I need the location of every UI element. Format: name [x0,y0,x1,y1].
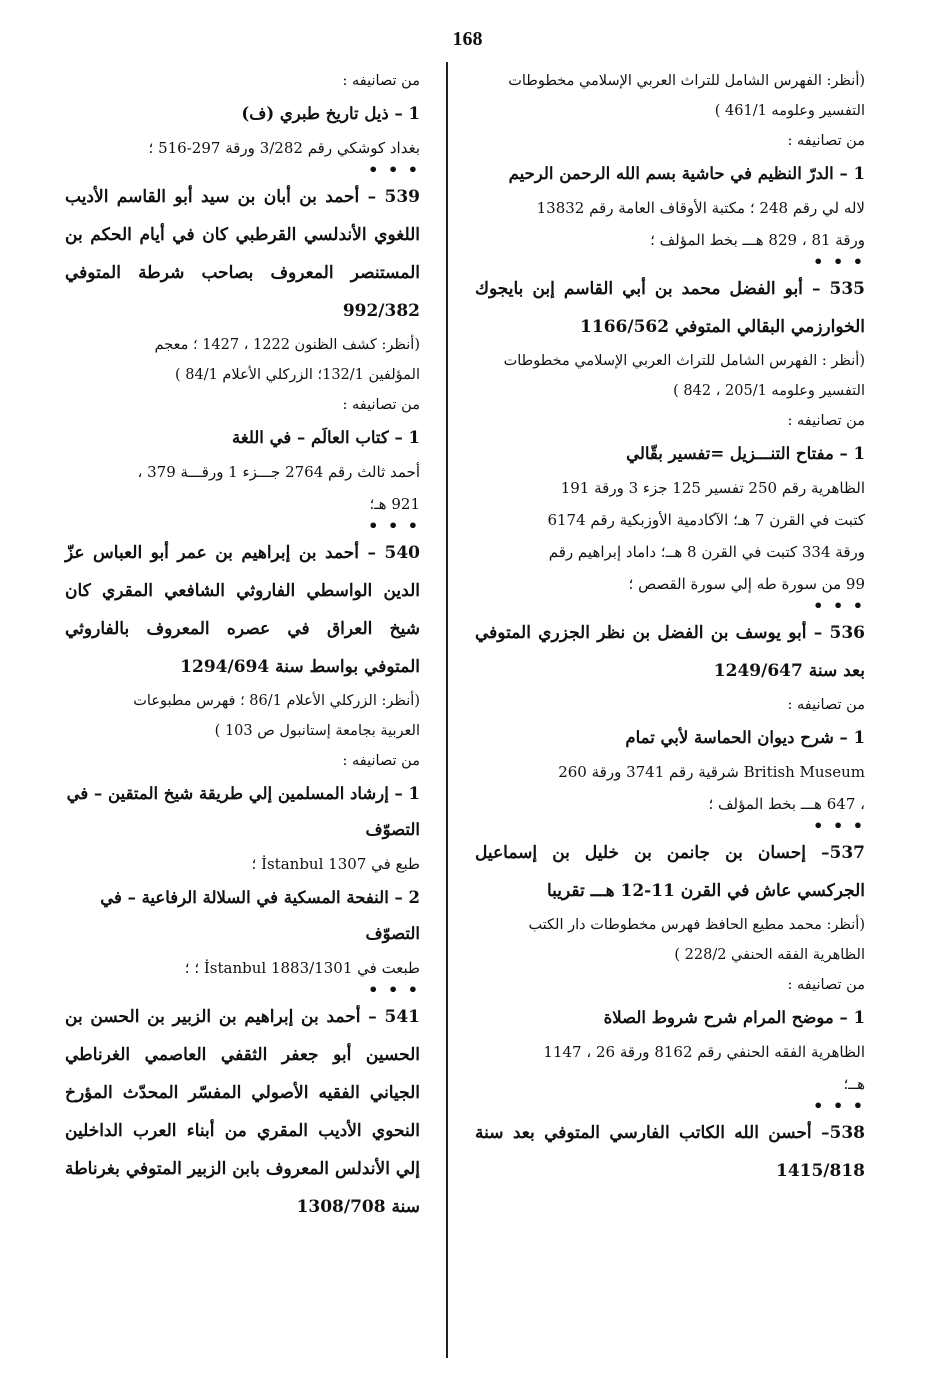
reference-line: الظاهرية الفقه الحنفي 228/2 ) [674,947,865,963]
reference-line: (أنظر: الزركلي الأعلام 86/1 ؛ فهرس مطبوعات [133,693,420,709]
page-number: 168 [452,28,483,50]
entry-separator: • • • [813,596,865,615]
reference-line: التفسير وعلومه 205/1 ، 842 ) [673,383,865,399]
manuscript-location: هــ؛ [843,1075,865,1093]
work-title: 2 – النفحة المسكية في السلالة الرفاعية – في التصوّف [100,888,420,943]
entry-separator: • • • [368,516,420,535]
entry-separator: • • • [368,980,420,999]
reference-line: من تصانيفه : [787,697,865,713]
work-title: 1 – الدرّ النظيم في حاشية بسم الله الرحمن الرحيم [508,164,865,183]
manuscript-location: ورقة 334 كتبت في القرن 8 هــ؛ داماد إبراهيم رقم [548,543,865,561]
manuscript-location: الظاهرية الفقه الحنفي رقم 8162 ورقة 26 ، 1147 [543,1043,865,1061]
reference-line: من تصانيفه : [342,753,420,769]
manuscript-location: British Museum شرقية رقم 3741 ورقة 260 [558,763,865,781]
manuscript-location: طبع في İstanbul 1307 ؛ [251,855,420,873]
manuscript-location: ، 647 هـــ بخط المؤلف ؛ [708,795,865,813]
manuscript-location: لاله لي رقم 248 ؛ مكتبة الأوقاف العامة رقم 13832 [536,199,865,217]
entry-separator: • • • [813,1096,865,1115]
reference-line: (أنظر : الفهرس الشامل للتراث العربي الإسلامي مخطوطات [503,353,865,369]
entry-heading: 535 – أبو الفضل محمد بن أبي القاسم إبن بايجوك الخوارزمي البقالي المتوفي 1166/562 [475,279,865,337]
reference-line: (أنظر: محمد مطيع الحافظ فهرس مخطوطات دار الكتب [528,917,865,933]
reference-line: من تصانيفه : [787,977,865,993]
reference-line: (أنظر: كشف الظنون 1222 ، 1427 ؛ معجم [154,337,420,353]
reference-line: (أنظر: الفهرس الشامل للتراث العربي الإسلامي مخطوطات [508,73,865,89]
work-title: 1 – كتاب العالَم – في اللغة [232,428,420,447]
entry-heading: 540 – أحمد بن إبراهيم بن عمر أبو العباس عزّ الدين الواسطي الفاروثي الشافعي المقري كان شيخ العراق في عصره المعروف بالفاروثي المتوفي بواسط سنة 1294/694 [65,543,420,677]
entry-separator: • • • [368,160,420,179]
manuscript-location: ورقة 81 ، 829 هـــ بخط المؤلف ؛ [650,231,865,249]
entry-heading: 541 – أحمد بن إبراهيم بن الزبير بن الحسن بن الحسين أبو جعفر الثقفي العاصمي الغرناطي الجياني الفقيه الأصولي المفسّر المحدّث المؤرخ النحوي الأديب المقري من أبناء العرب الداخلين إلي الأندلس المعروف بابن الزبير المتوفي بغرناطة سنة 1308/708 [65,1007,420,1217]
manuscript-location: 99 من سورة طه إلي سورة القصص ؛ [628,575,865,593]
reference-line: المؤلفين 132/1؛ الزركلي الأعلام 84/1 ) [174,367,420,383]
entry-heading: 536 – أبو يوسف بن الفضل بن نظر الجزري المتوفي بعد سنة 1249/647 [475,623,865,681]
entry-heading: 538– أحسن الله الكاتب الفارسي المتوفي بعد سنة 1415/818 [475,1123,865,1181]
work-title: 1 – موضح المرام شرح شروط الصلاة [603,1008,865,1027]
manuscript-location: بغداد كوشكي رقم 3/282 ورقة 297-516 ؛ [148,139,420,157]
work-title: 1 – ذيل تاريخ طبري (ف) [241,104,420,123]
manuscript-location: أحمد ثالث رقم 2764 جـــزء 1 ورقـــة 379 ، [137,463,420,481]
reference-line: العربية بجامعة إستانبول ص 103 ) [214,723,420,739]
manuscript-location: 921 هـ؛ [369,495,420,513]
work-title: 1 – شرح ديوان الحماسة لأبي تمام [625,728,865,747]
manuscript-location: الظاهرية رقم 250 تفسير 125 جزء 3 ورقة 191 [560,479,865,497]
entry-heading: 539 – أحمد بن أبان بن سيد أبو القاسم الأديب اللغوي الأندلسي القرطبي كان في أيام الحكم بن المستنصر المعروف بصاحب شرطة المتوفي 992/382 [65,187,420,321]
manuscript-location: كتبت في القرن 7 هـ؛ الآكادمية الأوزبكية رقم 6174 [547,511,865,529]
right-column [475,66,865,1190]
entry-separator: • • • [813,816,865,835]
work-title: 1 – إرشاد المسلمين إلي طريقة شيخ المتقين – في التصوّف [66,784,420,839]
reference-line: من تصانيفه : [787,133,865,149]
reference-line: من تصانيفه : [787,413,865,429]
work-title: 1 – مفتاح التنـــزيل =تفسير بقّالي [626,444,865,463]
reference-line: من تصانيفه : [342,397,420,413]
column-divider [446,62,448,1358]
reference-line: من تصانيفه : [342,73,420,89]
manuscript-location: طبعت في İstanbul 1883/1301 ؛ ؛ [184,959,420,977]
reference-line: التفسير وعلومه 461/1 ) [714,103,865,119]
left-column [65,66,420,1226]
entry-heading: 537– إحسان بن جانمن بن خليل بن إسماعيل الجركسي عاش في القرن 11-12 هـــ تقريبا [475,843,865,901]
entry-separator: • • • [813,252,865,271]
